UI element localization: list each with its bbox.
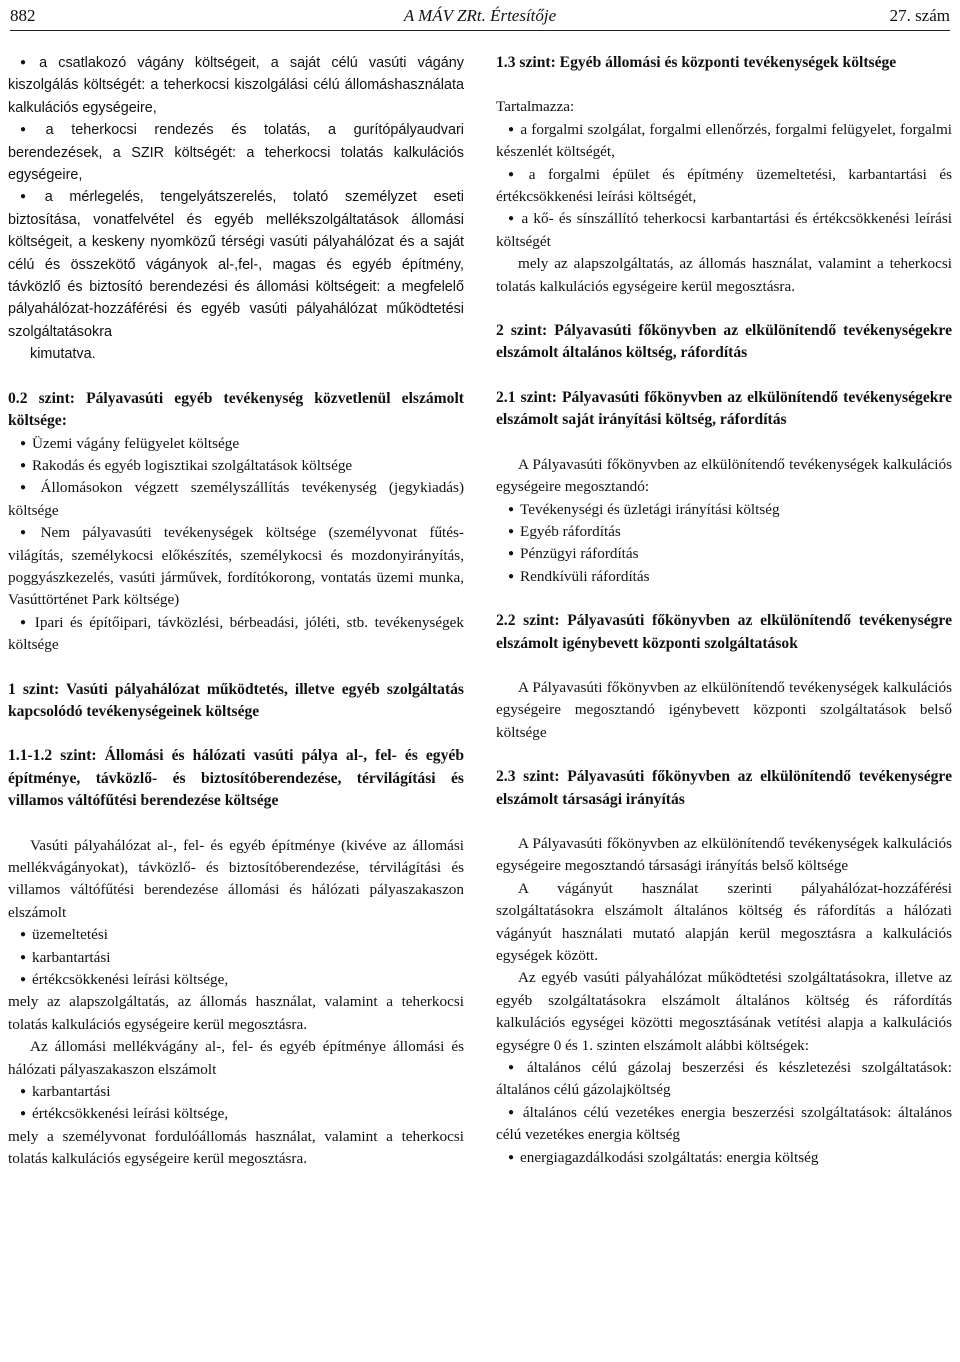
paragraph: A vágányút használat szerinti pályahálózat-hozzáférési szolgáltatásokra elszámolt általános költség és ráfordítás a hálózati vágányút használati mutató alapján kerül megosztásra a kalkulációs egységek között. [496, 879, 952, 964]
paragraph: Az állomási mellékvágány al-, fel- és egyéb építménye állomási és hálózati pályaszakaszon elszámolt [8, 1038, 464, 1078]
section-heading: 2 szint: Pályavasúti főkönyvben az elkülönítendő tevékenységekre elszámolt általános költség, ráfordítás [496, 322, 952, 362]
paragraph: kimutatva. [30, 346, 96, 363]
list-item: ● a forgalmi épület és építmény üzemeltetési, karbantartási és értékcsökkenési leírási költségét, [496, 164, 952, 209]
issue-number: 27. szám [889, 6, 950, 25]
list-item: ● Ipari és építőipari, távközlési, bérbeadási, jóléti, stb. tevékenységek költsége [8, 612, 464, 657]
page-header [10, 4, 950, 31]
page-number: 882 [10, 6, 36, 25]
paragraph: mely az alapszolgáltatás, az állomás használat, valamint a teherkocsi tolatás kalkulációs egységeire kerül megosztásra. [496, 255, 952, 295]
section-heading: 0.2 szint: Pályavasúti egyéb tevékenység közvetlenül elszámolt költsége: [8, 389, 464, 430]
paragraph: A Pályavasúti főkönyvben az elkülönítendő tevékenységek kalkulációs egységeire megosztandó: [496, 455, 952, 496]
list-item: ● Állomásokon végzett személyszállítás tevékenység (jegykiadás) költsége [8, 477, 464, 522]
list-item: ● energiagazdálkodási szolgáltatás: energia költség [496, 1147, 952, 1169]
list-item: ● Pénzügyi ráfordítás [496, 543, 952, 565]
left-column [8, 52, 464, 1171]
list-item: ● üzemeltetési [8, 924, 464, 946]
list-item: ● a teherkocsi rendezés és tolatás, a gurítópályaudvari berendezések, a SZIR költségét: a teherkocsi tolatás kalkulációs egységeire, [8, 119, 464, 186]
section-heading: 2.1 szint: Pályavasúti főkönyvben az elkülönítendő tevékenységekre elszámolt saját irányítási költség, ráfordítás [496, 388, 952, 429]
list-item: ● karbantartási [8, 1081, 464, 1103]
right-column [496, 52, 952, 1169]
list-item: ● Tevékenységi és üzletági irányítási költség [496, 499, 952, 521]
paragraph: A Pályavasúti főkönyvben az elkülönítendő tevékenységek kalkulációs egységeire megosztandó társasági irányítás belső költsége [496, 834, 952, 875]
list-item: ● a forgalmi szolgálat, forgalmi ellenőrzés, forgalmi felügyelet, forgalmi készenlét költségét, [496, 119, 952, 164]
paragraph: mely a személyvonat fordulóállomás használat, valamint a teherkocsi tolatás kalkulációs egységeire kerül megosztásra. [8, 1127, 464, 1168]
section-heading: 1.3 szint: Egyéb állomási és központi tevékenységek költsége [496, 54, 897, 71]
list-item: ● a mérlegelés, tengelyátszerelés, tolató személyzet eseti biztosítása, vonatfelvétel és egyéb mellékszolgáltatások állomási költségeit, a keskeny nyomközű térségi vasúti pályahálózat és a saját célú és összekötő vágányok al-,fel-, magas és egyéb építmény, távközlő és biztosító berendezési és állomási költségeit: a megfelelő pályahálózat-hozzáférési és egyéb vasúti pályahálózat működtetési szolgáltatásokra [8, 186, 464, 343]
section-heading: 1.1-1.2 szint: Állomási és hálózati vasúti pálya al-, fel- és egyéb építménye, távközlő- és biztosítóberendezése, térvilágítási és villamos váltófűtési berendezése költsége [8, 747, 464, 810]
list-item: ● a kő- és sínszállító teherkocsi karbantartási és értékcsökkenési leírási költségét [496, 208, 952, 253]
paragraph: A Pályavasúti főkönyvben az elkülönítendő tevékenységek kalkulációs egységeire megosztandó igénybevett központi szolgáltatások belső költsége [496, 678, 952, 741]
paragraph: Tartalmazza: [496, 98, 575, 116]
list-item: ● a csatlakozó vágány költségeit, a saját célú vasúti vágány kiszolgálás költségét: a teherkocsi kiszolgálási célú állomáshasználata kalkulációs egységeire, [8, 52, 464, 119]
list-item: ● általános célú vezetékes energia beszerzési szolgáltatások: általános célú vezetékes energia költség [496, 1102, 952, 1147]
paragraph: Vasúti pályahálózat al-, fel- és egyéb építménye (kivéve az állomási mellékvágányokat), távközlő- és biztosítóberendezése, térvilágítási és villamos váltófűtési berendezése állomási és hálózati pályaszakaszon elszámolt [8, 836, 464, 921]
list-item: ● karbantartási [8, 947, 464, 969]
list-item: ● értékcsökkenési leírási költsége, [8, 969, 464, 991]
list-item: ● értékcsökkenési leírási költsége, [8, 1103, 464, 1125]
list-item: ● Egyéb ráfordítás [496, 521, 952, 543]
list-item: ● Nem pályavasúti tevékenységek költsége (személyvonat fűtés-világítás, személykocsi előkészítés, személykocsi és mozdonyirányítás, poggyászkezelés, vasúti járművek, fordítókorong, vontatás üzemi munka, Vasúttörténet Park költsége) [8, 522, 464, 612]
paragraph: Az egyéb vasúti pályahálózat működtetési szolgáltatásokra, illetve az egyéb szolgáltatásokra elszámolt általános költség és ráfordítás kalkulációs egységei közötti megosztásának vetítési alapja a kalkulációs egységre 0 és 1. szinten elszámolt alábbi költségek: [496, 969, 952, 1054]
list-item: ● általános célú gázolaj beszerzési és készletezési szolgáltatások: általános célú gázolajköltség [496, 1057, 952, 1102]
list-item: ● Rakodás és egyéb logisztikai szolgáltatások költsége [8, 455, 464, 477]
list-item: ● Üzemi vágány felügyelet költsége [8, 433, 464, 455]
journal-title: A MÁV ZRt. Értesítője [403, 6, 557, 25]
list-item: ● Rendkívüli ráfordítás [496, 566, 952, 588]
section-heading: 2.3 szint: Pályavasúti főkönyvben az elkülönítendő tevékenységre elszámolt társasági irányítás [496, 768, 952, 808]
section-heading: 2.2 szint: Pályavasúti főkönyvben az elkülönítendő tevékenységre elszámolt igénybevett központi szolgáltatások [496, 612, 952, 652]
section-heading: 1 szint: Vasúti pályahálózat működtetés, illetve egyéb szolgáltatás kapcsolódó tevékenységeinek költsége [8, 680, 464, 720]
paragraph: mely az alapszolgáltatás, az állomás használat, valamint a teherkocsi tolatás kalkulációs egységeire kerül megosztásra. [8, 993, 464, 1033]
